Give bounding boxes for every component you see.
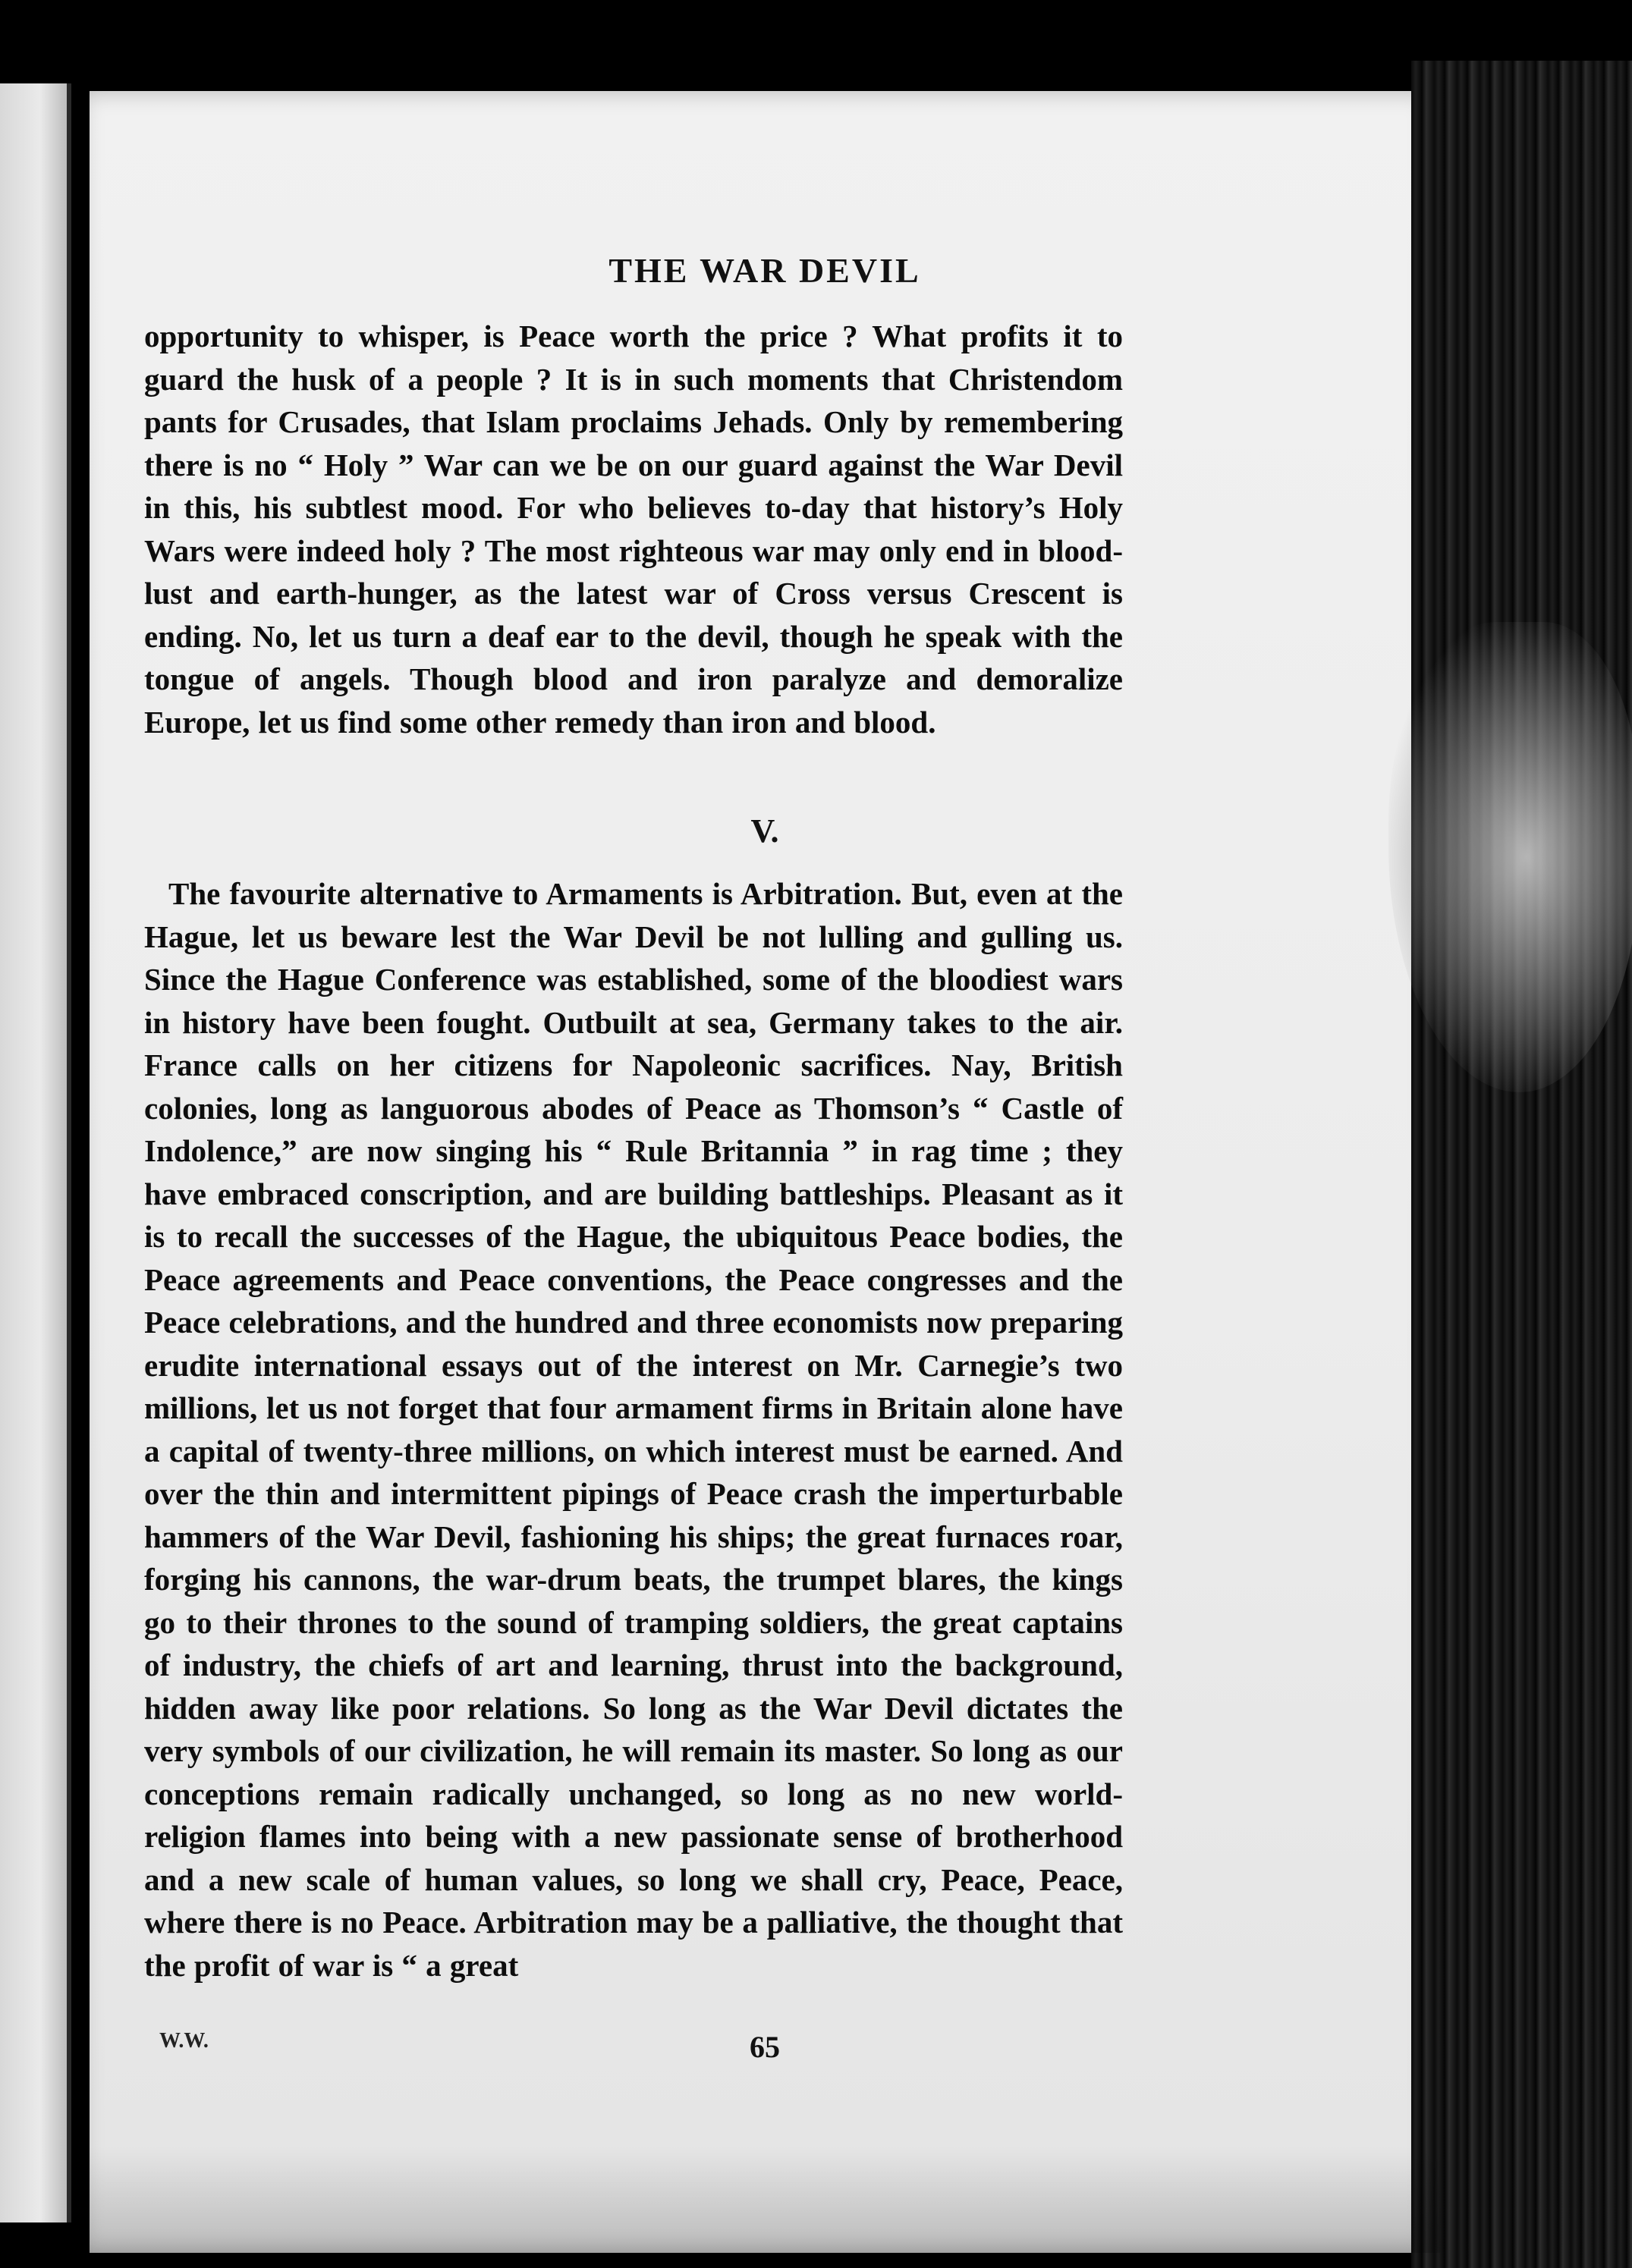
running-title: THE WAR DEVIL — [608, 251, 921, 290]
previous-page-edge — [0, 83, 71, 2222]
page-bottom-shadow — [90, 2147, 1440, 2253]
paragraph-section-v: The favourite alternative to Armaments is Arbitration. But, even at the Hague, let us beware lest the War Devil be not lulling and gulling us. Since the Hague Conference was established, some of the bloodiest wars in history have been fought. Outbuilt at sea, Germany takes to the air. France calls on her citizens for Napoleonic sacrifices. Nay, British colonies, long as languorous abodes of Peace as Thomson’s “ Castle of Indolence,” are now singing his “ Rule Britannia ” in rag time ; they have embraced conscription, and are building battleships. Pleasant as it is to recall the successes of the Hague, the ubiquitous Peace bodies, the Peace agreements and Peace conventions, the Peace congresses and the Peace celebrations, and the hundred and three economists now preparing erudite international essays out of the interest on Mr. Carnegie’s two millions, let us not forget that four armament firms in Britain alone have a capital of twenty-three millions, on which interest must be earned. And over the thin and intermittent pipings of Peace crash the imperturbable hammers of the War Devil, fashioning his ships; the great furnaces roar, forging his cannons, the war-drum beats, the trumpet blares, the kings go to their thrones to the sound of tramping soldiers, the great captains of industry, the chiefs of art and learning, thrust into the background, hidden away like poor relations. So long as the War Devil dictates the very symbols of our civilization, he will remain its master. So long as our conceptions remain radically unchanged, so long as no new world-religion flames into being with a new passionate sense of brotherhood and a new scale of human values, so long we shall cry, Peace, Peace, where there is no Peace. Arbitration may be a palliative, the thought that the profit of war is “ a great — [144, 876, 1123, 1983]
page-number: 65 — [750, 2030, 780, 2064]
signature-mark: W.W. — [159, 2029, 209, 2053]
book-binding-edge — [1411, 61, 1632, 2268]
section-number: V. — [750, 812, 779, 850]
paragraph-continuation: opportunity to whisper, is Peace worth the price ? What profits it to guard the husk of a people ? It is in such moments that Christendom pants for Crusades, that Islam proclaims Jehads. Only by remembering there is no “ Holy ” War can we be on our guard against the War Devil in this, his subtlest mood. For who believes to-day that history’s Holy Wars were indeed holy ? The most righteous war may only end in blood-lust and earth-hunger, as the latest war of Cross versus Crescent is ending. No, let us turn a deaf ear to the devil, though he speak with the tongue of angels. Though blood and iron paralyze and demoralize Europe, let us find some other remedy than iron and blood. — [144, 319, 1123, 740]
book-page — [90, 91, 1440, 2253]
